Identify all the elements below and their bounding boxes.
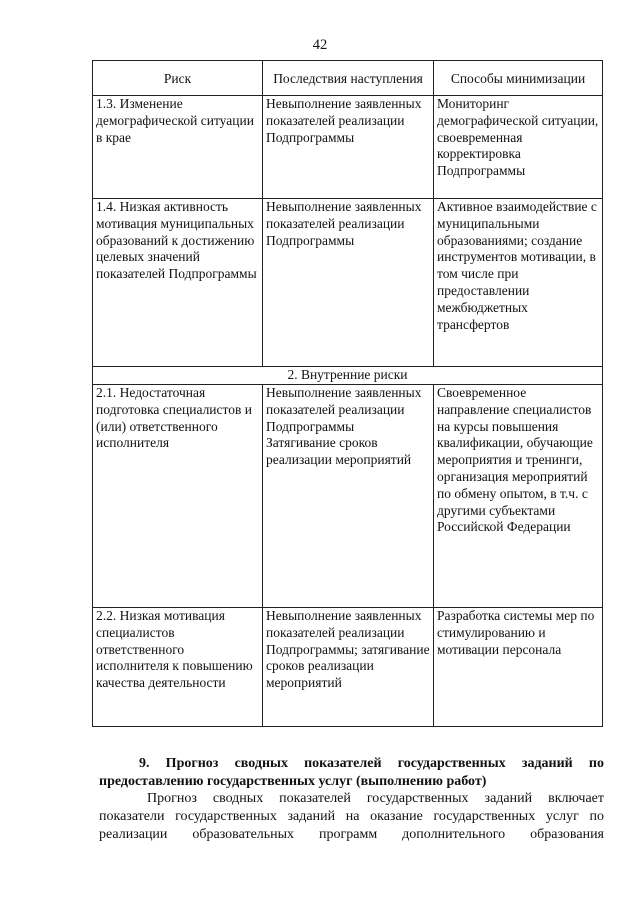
header-mitigation: Способы минимизации [434,61,603,96]
paragraph-line-3: реализации образовательных программ дополнительного образования [99,827,604,842]
risk-cell: 2.1. Недостаточная подготовка специалистов и (или) ответственного исполнителя [93,385,263,608]
consequence-cell: Невыполнение заявленных показателей реализации Подпрограммы Затягивание сроков реализации мероприятий [263,385,434,608]
section-title-internal-risks: 2. Внутренние риски [93,367,603,385]
mitigation-cell: Разработка системы мер по стимулированию и мотивации персонала [434,608,603,727]
section-9-heading-line-2: предоставлению государственных услуг (выполнению работ) [99,774,487,789]
table-row [93,385,603,608]
paragraph-line-2: показатели государственных заданий на оказание государственных услуг по [99,809,604,824]
section-9-heading-line-1: 9. Прогноз сводных показателей государственных заданий по [139,756,604,771]
table-row [93,199,603,367]
section-9-heading [99,755,604,791]
consequence-cell: Невыполнение заявленных показателей реализации Подпрограммы [263,199,434,367]
section-row-internal-risks [93,367,603,385]
header-risk: Риск [93,61,263,96]
section-9-paragraph [99,790,604,844]
consequence-cell: Невыполнение заявленных показателей реализации Подпрограммы; затягивание сроков реализации мероприятий [263,608,434,727]
mitigation-cell: Своевременное направление специалистов на курсы повышения квалификации, обучающие мероприятия и тренинги, организация мероприятий по обмену опытом, в т.ч. с другими субъектами Российской Федерации [434,385,603,608]
mitigation-cell: Активное взаимодействие с муниципальными образованиями; создание инструментов мотивации, в том числе при предоставлении межбюджетных трансфертов [434,199,603,367]
risk-cell: 1.3. Изменение демографической ситуации в крае [93,96,263,199]
consequence-cell: Невыполнение заявленных показателей реализации Подпрограммы [263,96,434,199]
table-row [93,96,603,199]
risk-table [92,60,603,727]
header-consequences: Последствия наступления [263,61,434,96]
paragraph-line-1: Прогноз сводных показателей государственных заданий включает [147,791,604,806]
risk-cell: 1.4. Низкая активность мотивация муниципальных образований к достижению целевых значений показателей Подпрограммы [93,199,263,367]
table-row [93,608,603,727]
table-header-row [93,61,603,96]
mitigation-cell: Мониторинг демографической ситуации, своевременная корректировка Подпрограммы [434,96,603,199]
risk-cell: 2.2. Низкая мотивация специалистов ответственного исполнителя к повышению качества деятельности [93,608,263,727]
page-number: 42 [312,37,328,53]
